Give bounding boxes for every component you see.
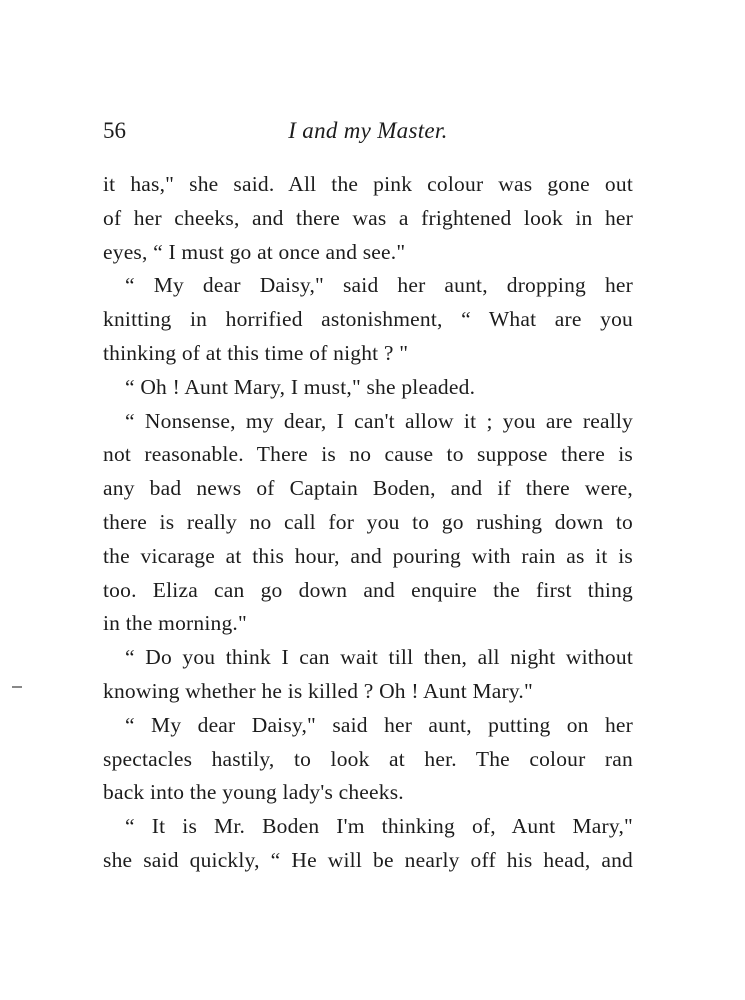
text-line: it has," she said. All the pink colour was gone out xyxy=(103,172,633,196)
text-line: “ Do you think I can wait till then, all night without xyxy=(125,645,633,670)
text-line: “ Oh ! Aunt Mary, I must," she pleaded. xyxy=(125,374,476,399)
text-line: she said quickly, “ He will be nearly off his head, and xyxy=(103,847,633,872)
text-line: not reasonable. There is no cause to suppose there is xyxy=(103,442,633,467)
text-line: the vicarage at this hour, and pouring with rain as it is xyxy=(103,543,633,568)
text-line: knitting in horrified astonishment, “ What are you xyxy=(103,307,633,332)
text-line: “ My dear Daisy," said her aunt, putting on her xyxy=(125,712,633,737)
margin-mark xyxy=(12,686,22,688)
text-line: “ Nonsense, my dear, I can't allow it ; you are really xyxy=(125,408,633,433)
text-line: knowing whether he is killed ? Oh ! Aunt Mary." xyxy=(103,678,533,703)
text-line: “ My dear Daisy," said her aunt, dropping her xyxy=(125,273,633,298)
text-line: there is really no call for you to go rushing down to xyxy=(103,509,633,534)
text-line: back into the young lady's cheeks. xyxy=(103,780,404,805)
text-line: eyes, “ I must go at once and see." xyxy=(103,239,406,264)
running-title: I and my Master. xyxy=(288,118,448,143)
text-line: too. Eliza can go down and enquire the first thing xyxy=(103,577,633,602)
text-line: thinking of at this time of night ? " xyxy=(103,340,409,365)
text-line: spectacles hastily, to look at her. The colour ran xyxy=(103,746,633,771)
text-line: in the morning." xyxy=(103,611,247,636)
text-line: “ It is Mr. Boden I'm thinking of, Aunt Mary," xyxy=(125,814,633,839)
body-text xyxy=(103,168,633,878)
page-header xyxy=(103,114,633,148)
text-line: of her cheeks, and there was a frightened look in her xyxy=(103,205,633,230)
page-number: 56 xyxy=(103,118,126,143)
text-line: any bad news of Captain Boden, and if there were, xyxy=(103,476,633,501)
